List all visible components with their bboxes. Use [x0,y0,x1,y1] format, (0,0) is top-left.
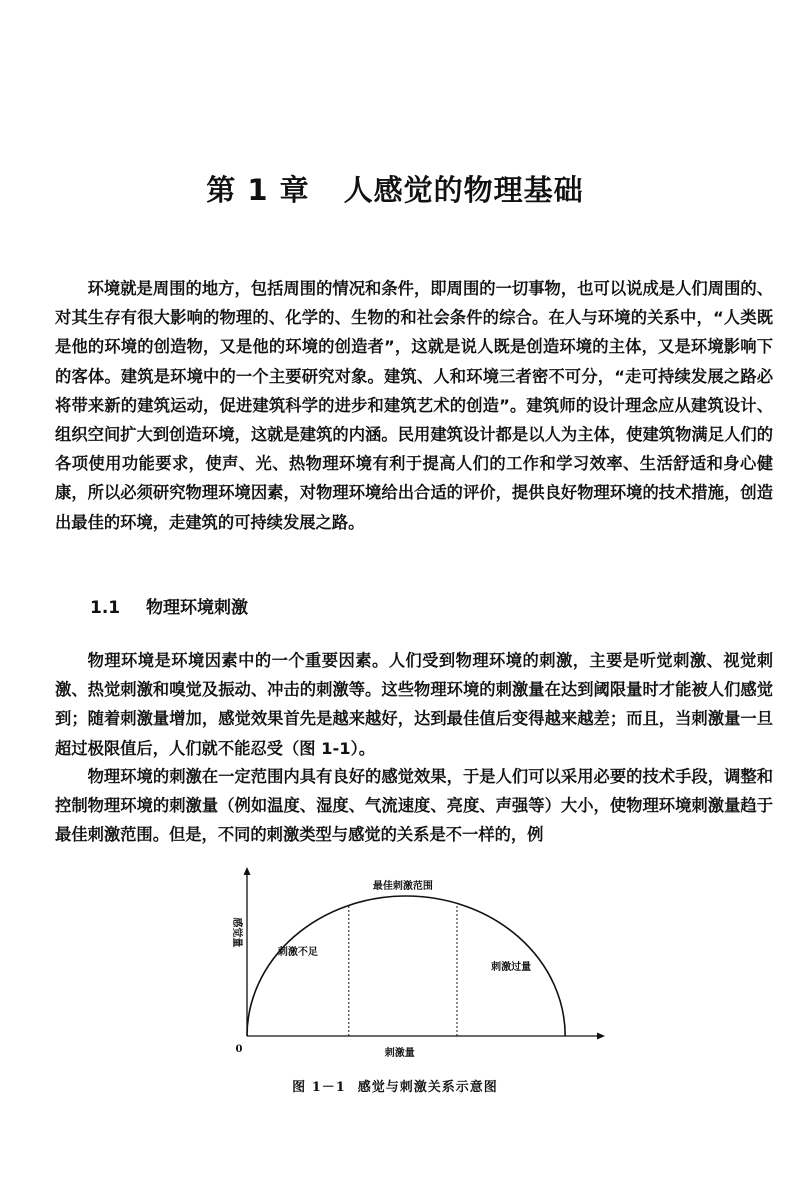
y-axis-label: 感觉量 [231,917,242,948]
origin-label: 0 [235,1044,243,1055]
section-paragraph-2: 物理环境的刺激在一定范围内具有良好的感觉效果，于是人们可以采用必要的技术手段，调整和控制物理环境的刺激量（例如温度、湿度、气流速度、亮度、声强等）大小，使物理环境刺激量趋于最佳刺激范围。但是，不同的刺激类型与感觉的关系是不一样的，例 [55,767,773,845]
figure-caption [0,1076,790,1095]
x-axis-arrow [597,1033,605,1040]
chapter-number: 第 1 章 [206,173,310,207]
chart-labels [231,879,531,1059]
figure-number: 图 1－1 [292,1080,346,1095]
intro-paragraph: 环境就是周围的地方，包括周围的情况和条件，即周围的一切事物，也可以说成是人们周围的、对其生存有很大影响的物理的、化学的、生物的和社会条件的综合。在人与环境的关系中，“人类既是他的环境的创造物，又是他的环境的创造者”，这就是说人既是创造环境的主体，又是环境影响下的客体。建筑是环境中的一个主要研究对象。建筑、人和环境三者密不可分，“走可持续发展之路必将带来新的建筑运动，促进建筑科学的进步和建筑艺术的创造”。建筑师的设计理念应从建筑设计、组织空间扩大到创造环境，这就是建筑的内涵。民用建筑设计都是以人为主体，使建筑物满足人们的各项使用功能要求，使声、光、热物理环境有利于提高人们的工作和学习效率、生活舒适和身心健康，所以必须研究物理环境因素，对物理环境给出合适的评价，提供良好物理环境的技术措施，创造出最佳的环境，走建筑的可持续发展之路。 [55,279,773,532]
y-axis-arrow [244,867,251,875]
section-heading [90,593,248,618]
figure-chart [210,862,610,1067]
section-number: 1.1 [90,598,121,618]
region-label-1: 刺激不足 [277,946,318,958]
section-title: 物理环境刺激 [146,598,248,618]
region-label-3: 刺激过量 [491,962,532,974]
chapter-title [0,168,790,209]
x-axis-label: 刺激量 [384,1048,415,1059]
region-label-2: 最佳刺激范围 [372,881,433,892]
section-paragraph-1: 物理环境是环境因素中的一个重要因素。人们受到物理环境的刺激，主要是听觉刺激、视觉刺激、热觉刺激和嗅觉及振动、冲击的刺激等。这些物理环境的刺激量在达到阈限量时才能被人们感觉到；随着刺激量增加，感觉效果首先是越来越好，达到最佳值后变得越来越差；而且，当刺激量一旦超过极限值后，人们就不能忍受（图 1-1）。 [55,651,773,758]
chapter-title-text: 人感觉的物理基础 [343,173,584,207]
figure-title: 感觉与刺激关系示意图 [357,1080,498,1095]
